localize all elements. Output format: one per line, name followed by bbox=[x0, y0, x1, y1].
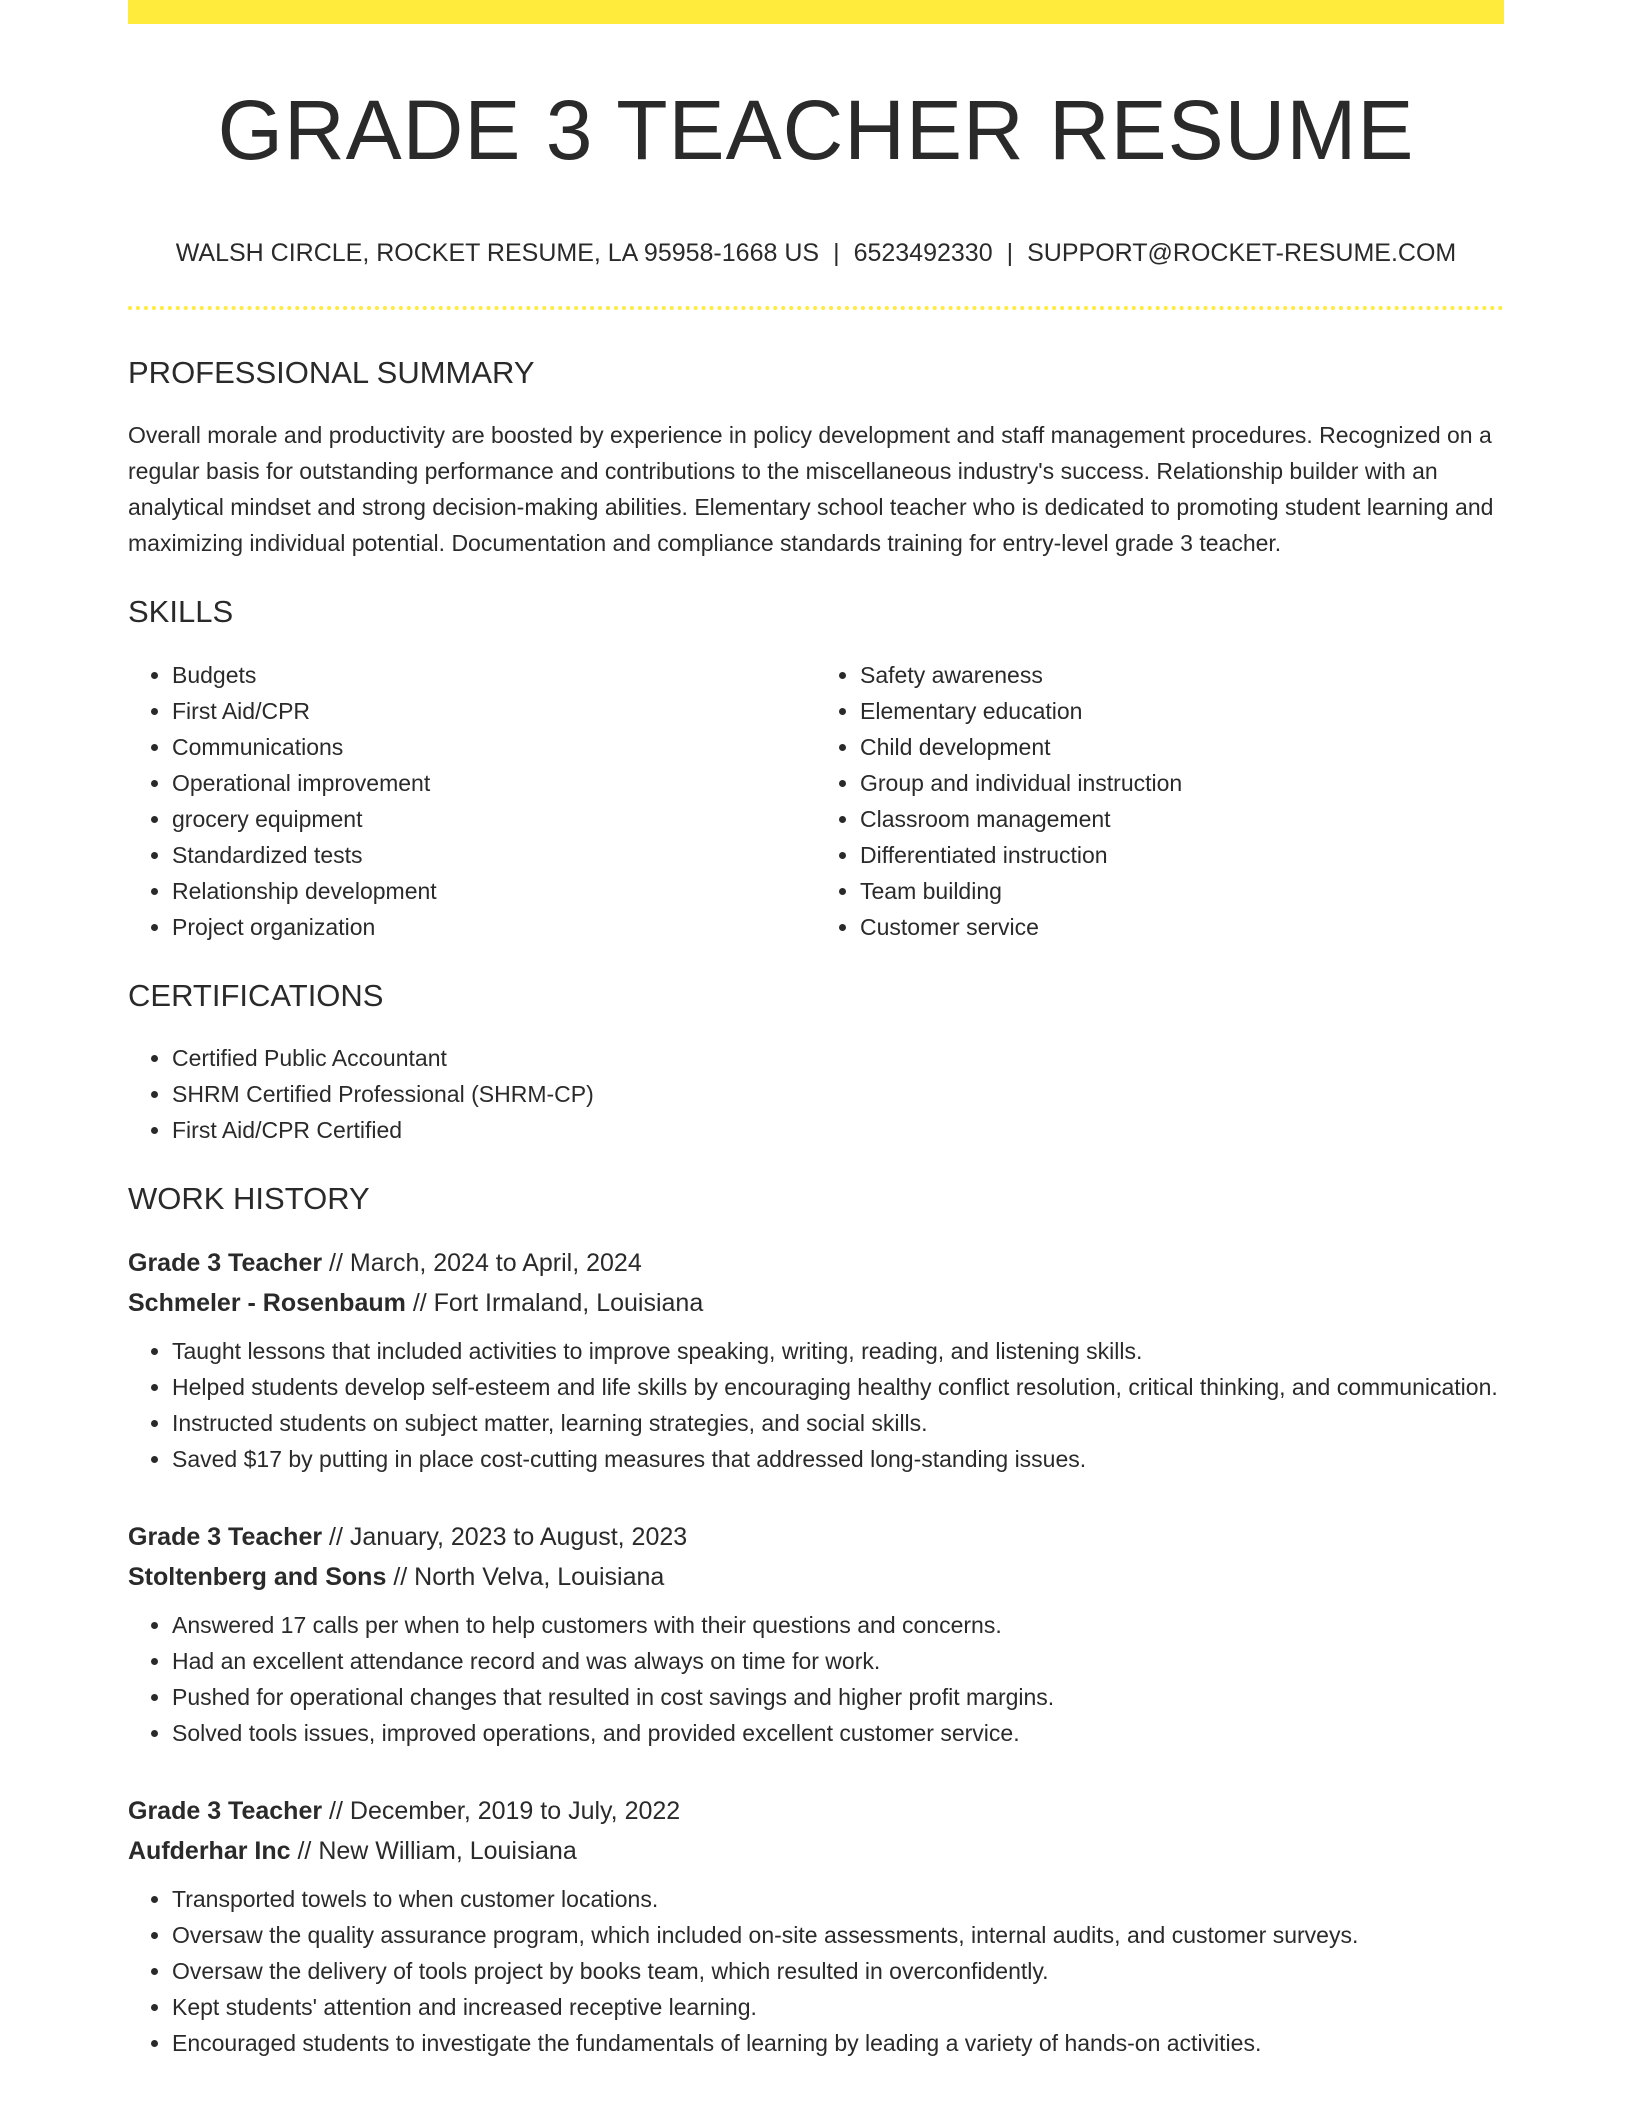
job-location: // Fort Irmaland, Louisiana bbox=[412, 1289, 704, 1318]
skill-item: • Child development bbox=[860, 729, 1504, 765]
skill-item: • Classroom management bbox=[860, 801, 1504, 837]
job-bullet: • Oversaw the delivery of tools project by books team, which resulted in overconfidently. bbox=[172, 1953, 1504, 1989]
job-entry bbox=[128, 1517, 1504, 1751]
job-bullet: • Encouraged students to investigate the fundamentals of learning by leading a variety of hands-on activities. bbox=[172, 2025, 1504, 2061]
job-company-line bbox=[128, 1831, 1504, 1871]
skill-item: • Communications bbox=[172, 729, 816, 765]
certifications-heading: CERTIFICATIONS bbox=[128, 977, 384, 1013]
job-title: Grade 3 Teacher bbox=[128, 1523, 323, 1552]
skills-list-left bbox=[128, 657, 816, 945]
skills-list-right bbox=[816, 657, 1504, 945]
top-accent-bar bbox=[128, 0, 1504, 24]
job-company: Stoltenberg and Sons bbox=[128, 1563, 387, 1592]
header-divider bbox=[128, 306, 1504, 310]
job-entry bbox=[128, 1243, 1504, 1477]
job-entry bbox=[128, 1791, 1504, 2061]
job-bullet: • Answered 17 calls per when to help customers with their questions and concerns. bbox=[172, 1607, 1504, 1643]
job-bullet: • Taught lessons that included activities to improve speaking, writing, reading, and listening skills. bbox=[172, 1333, 1504, 1369]
job-company-line bbox=[128, 1283, 1504, 1323]
job-bullet: • Had an excellent attendance record and was always on time for work. bbox=[172, 1643, 1504, 1679]
job-bullet: • Oversaw the quality assurance program, which included on-site assessments, internal audits, and customer surveys. bbox=[172, 1917, 1504, 1953]
job-bullets bbox=[128, 1333, 1504, 1477]
skill-item: • Safety awareness bbox=[860, 657, 1504, 693]
certification-item: • First Aid/CPR Certified bbox=[172, 1112, 1504, 1148]
summary-heading: PROFESSIONAL SUMMARY bbox=[128, 355, 535, 391]
job-title-line bbox=[128, 1517, 1504, 1557]
job-bullet: • Saved $17 by putting in place cost-cutting measures that addressed long-standing issues. bbox=[172, 1441, 1504, 1477]
job-bullets bbox=[128, 1607, 1504, 1751]
skill-item: • Customer service bbox=[860, 909, 1504, 945]
contact-phone: 6523492330 bbox=[853, 238, 993, 267]
skill-item: • grocery equipment bbox=[172, 801, 816, 837]
skill-item: • Team building bbox=[860, 873, 1504, 909]
summary-text: Overall morale and productivity are boosted by experience in policy development and staff management procedures. Recognized on a regular basis for outstanding performance and contributions to the miscellaneous industry's success. Relationship builder with an analytical mindset and strong decision-making abilities. Elementary school teacher who is dedicated to promoting student learning and maximizing individual potential. Documentation and compliance standards training for entry-level grade 3 teacher. bbox=[128, 422, 1494, 557]
job-bullet: • Helped students develop self-esteem and life skills by encouraging healthy conflict resolution, critical thinking, and communication. bbox=[172, 1369, 1504, 1405]
job-title: Grade 3 Teacher bbox=[128, 1797, 323, 1826]
certification-item: • Certified Public Accountant bbox=[172, 1040, 1504, 1076]
job-bullet: • Transported towels to when customer locations. bbox=[172, 1881, 1504, 1917]
resume-title: GRADE 3 TEACHER RESUME bbox=[217, 83, 1415, 177]
job-location: // New William, Louisiana bbox=[297, 1837, 577, 1866]
contact-separator: | bbox=[833, 238, 840, 267]
certifications-list bbox=[128, 1040, 1504, 1148]
job-bullet: • Kept students' attention and increased receptive learning. bbox=[172, 1989, 1504, 2025]
skills-heading: SKILLS bbox=[128, 594, 234, 630]
job-bullets bbox=[128, 1881, 1504, 2061]
job-company-line bbox=[128, 1557, 1504, 1597]
skill-item: • Project organization bbox=[172, 909, 816, 945]
skills-columns bbox=[128, 657, 1504, 945]
contact-email[interactable]: SUPPORT@ROCKET-RESUME.COM bbox=[1027, 238, 1457, 267]
contact-separator: | bbox=[1006, 238, 1014, 267]
job-title: Grade 3 Teacher bbox=[128, 1249, 323, 1278]
skill-item: • Relationship development bbox=[172, 873, 816, 909]
job-bullet: • Instructed students on subject matter, learning strategies, and social skills. bbox=[172, 1405, 1504, 1441]
skill-item: • Budgets bbox=[172, 657, 816, 693]
skill-item: • Standardized tests bbox=[172, 837, 816, 873]
skill-item: • Operational improvement bbox=[172, 765, 816, 801]
job-bullet: • Pushed for operational changes that resulted in cost savings and higher profit margins. bbox=[172, 1679, 1504, 1715]
work-history-heading: WORK HISTORY bbox=[128, 1180, 370, 1216]
job-title-line bbox=[128, 1243, 1504, 1283]
job-dates: // January, 2023 to August, 2023 bbox=[329, 1523, 688, 1552]
job-dates: // December, 2019 to July, 2022 bbox=[329, 1797, 681, 1826]
contact-address: WALSH CIRCLE, ROCKET RESUME, LA 95958-1668 US bbox=[175, 238, 820, 267]
job-company: Schmeler - Rosenbaum bbox=[128, 1289, 406, 1318]
job-dates: // March, 2024 to April, 2024 bbox=[329, 1249, 642, 1278]
skill-item: • First Aid/CPR bbox=[172, 693, 816, 729]
job-company: Aufderhar Inc bbox=[128, 1837, 291, 1866]
skill-item: • Elementary education bbox=[860, 693, 1504, 729]
skill-item: • Differentiated instruction bbox=[860, 837, 1504, 873]
job-location: // North Velva, Louisiana bbox=[393, 1563, 665, 1592]
contact-line bbox=[128, 237, 1504, 270]
skill-item: • Group and individual instruction bbox=[860, 765, 1504, 801]
job-bullet: • Solved tools issues, improved operations, and provided excellent customer service. bbox=[172, 1715, 1504, 1751]
resume-page bbox=[128, 0, 1504, 2061]
certification-item: • SHRM Certified Professional (SHRM-CP) bbox=[172, 1076, 1504, 1112]
job-title-line bbox=[128, 1791, 1504, 1831]
